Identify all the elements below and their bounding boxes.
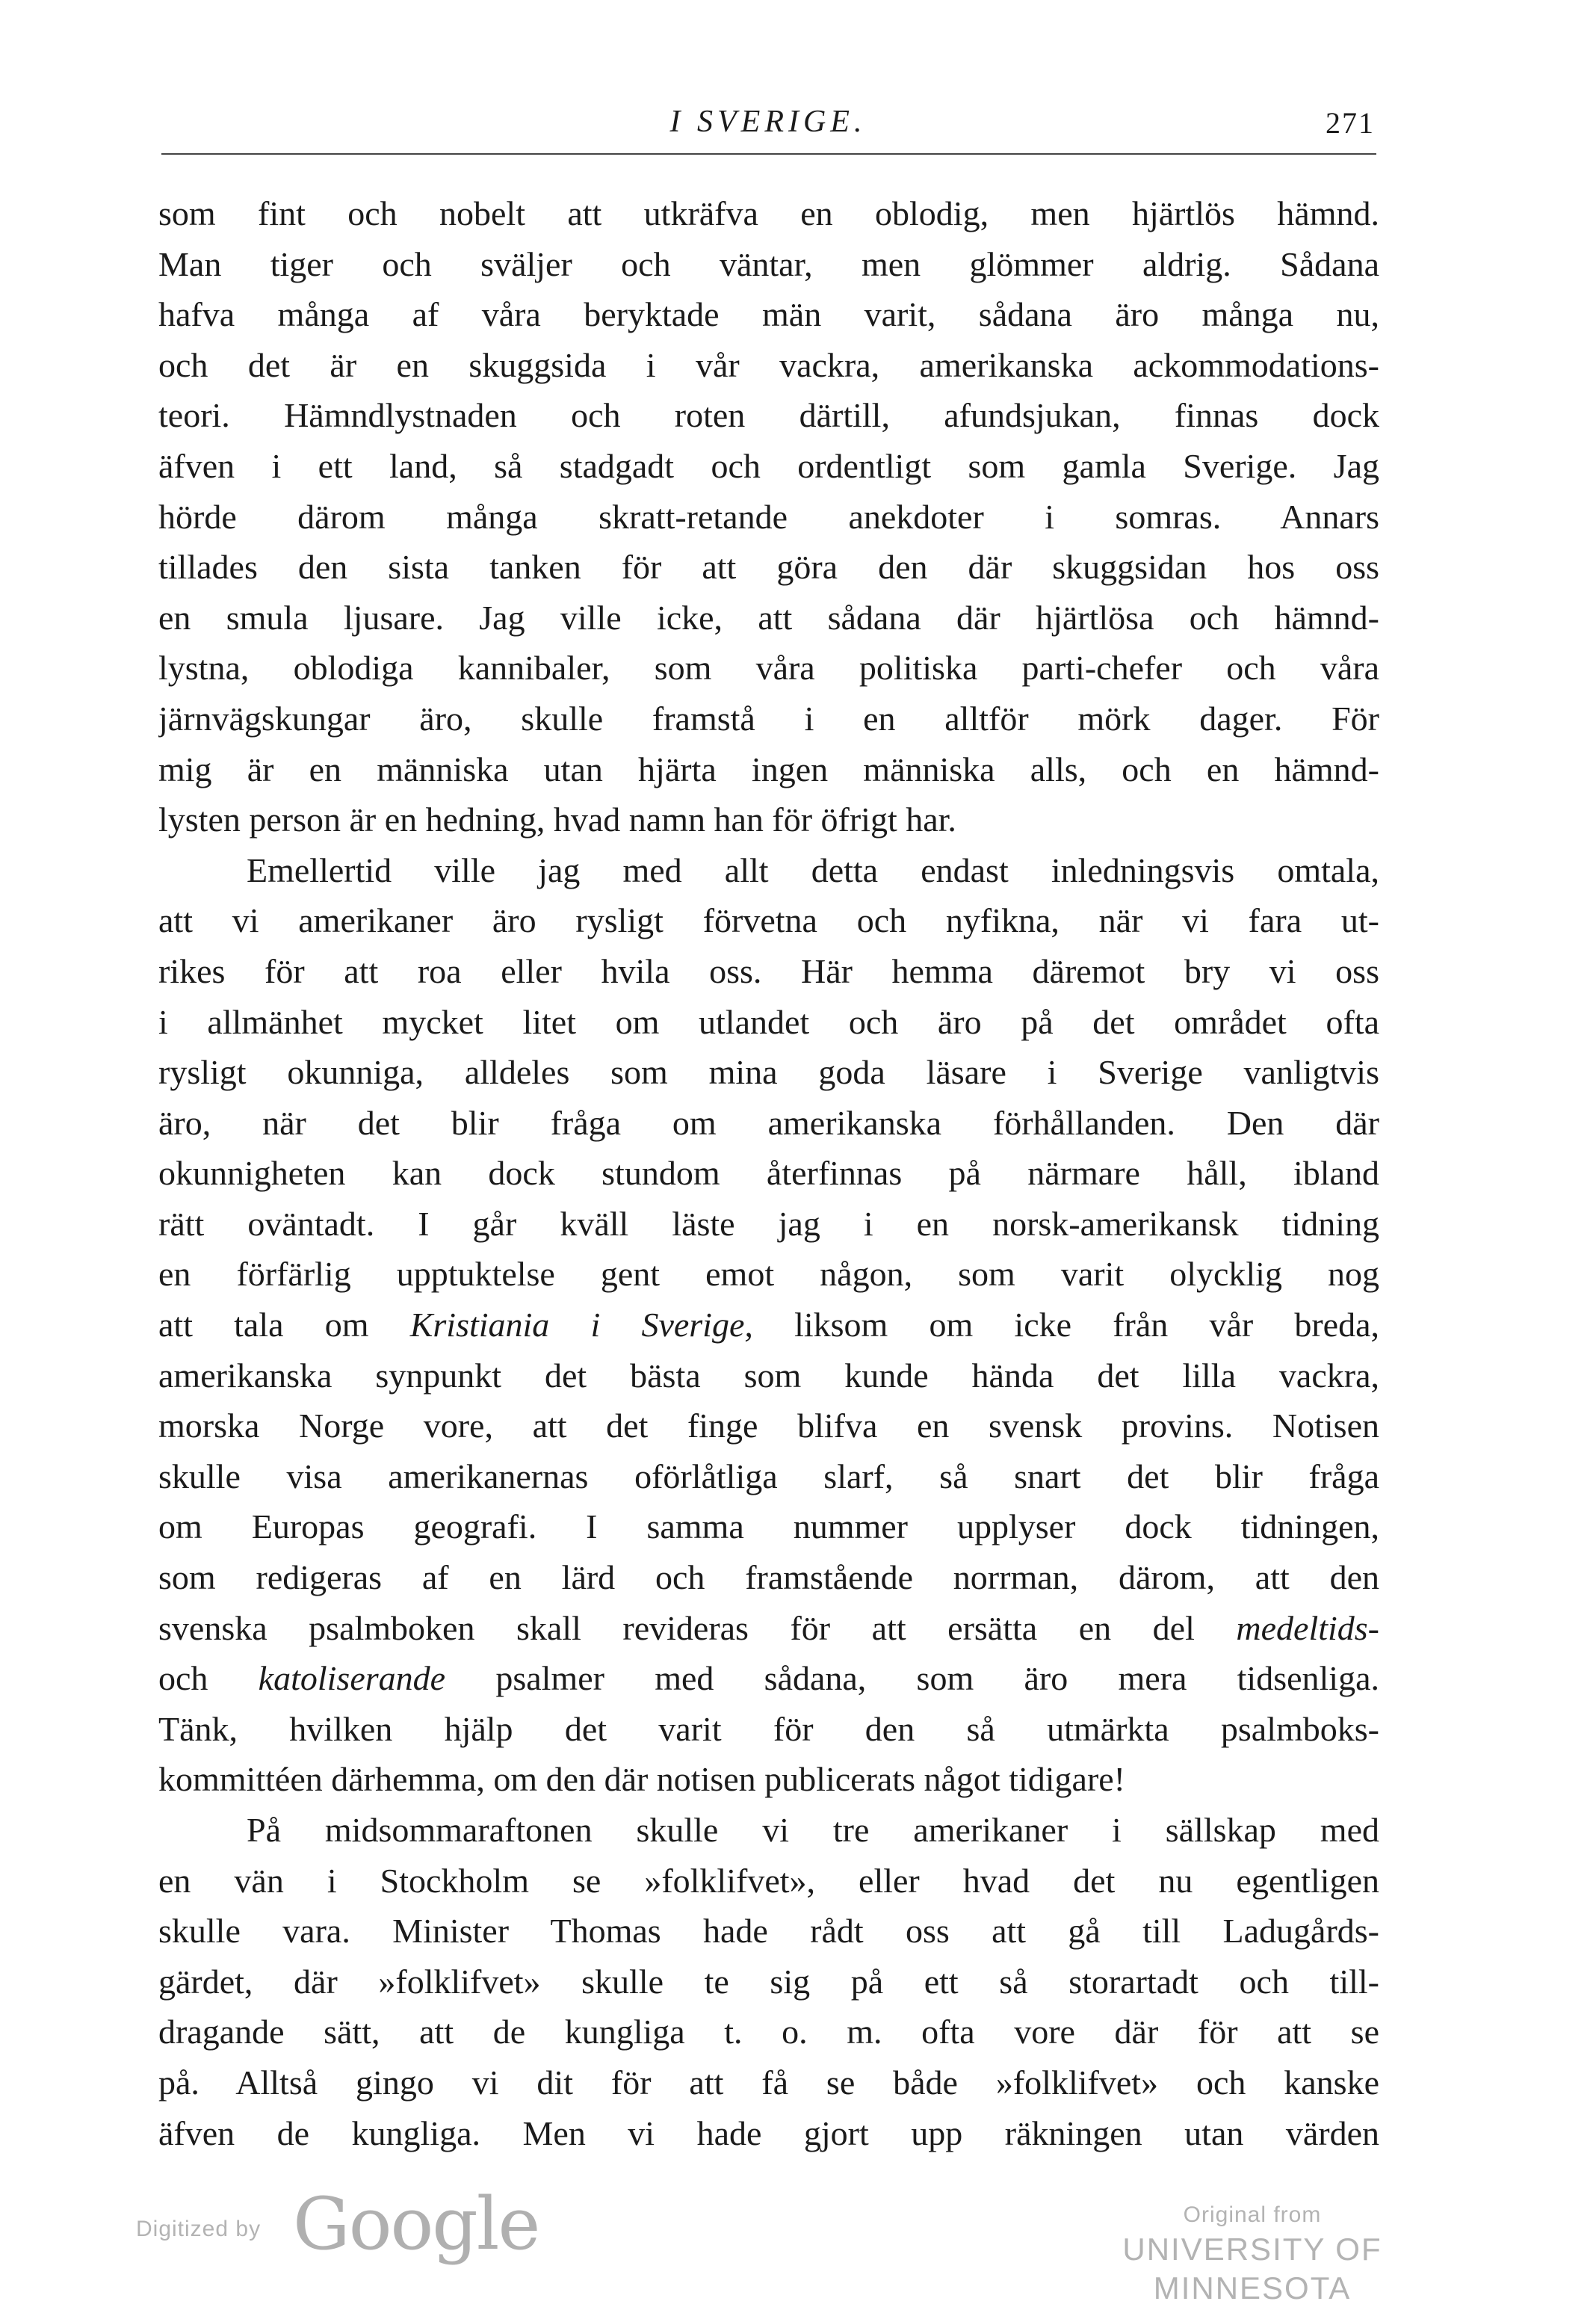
source-watermark <box>1021 2200 1484 2308</box>
text-line: i allmänhet mycket litet om utlandet och äro på det området ofta <box>158 1002 1379 1041</box>
text-line: att vi amerikaner äro rysligt förvetna och nyfikna, när vi fara ut- <box>158 901 1379 940</box>
body-text <box>158 188 1379 2158</box>
text-line: äro, när det blir fråga om amerikanska förhållanden. Den där <box>158 1103 1379 1142</box>
text-segment: psalmer med sådana, som äro mera tidsenliga. <box>495 1659 1379 1698</box>
text-line: hörde därom många skratt-retande anekdoter i somras. Annars <box>158 497 1379 536</box>
google-logo: Google <box>293 2182 539 2266</box>
text-line: dragande sätt, att de kungliga t. o. m. ofta vore där för att se <box>158 2013 1379 2051</box>
text-line: lystna, oblodiga kannibaler, som våra politiska parti-chefer och våra <box>158 649 1379 688</box>
text-line: amerikanska synpunkt det bästa som kunde hända det lilla vackra, <box>158 1356 1379 1395</box>
text-line: skulle visa amerikanernas oförlåtliga slarf, så snart det blir fråga <box>158 1457 1379 1495</box>
text-line: och det är en skuggsida i vår vackra, amerikanska ackommodations- <box>158 345 1379 384</box>
text-line: teori. Hämndlystnaden och roten därtill, afundsjukan, finnas dock <box>158 396 1379 435</box>
header-rule <box>161 153 1376 155</box>
text-line: gärdet, där »folklifvet» skulle te sig på ett så storartadt och till- <box>158 1962 1379 2001</box>
text-line: rätt oväntadt. I går kväll läste jag i en norsk-amerikansk tidning <box>158 1204 1379 1243</box>
text-line <box>158 1300 1379 1350</box>
italic-term: medeltids- <box>1236 1608 1379 1647</box>
text-line <box>158 1653 1379 1704</box>
text-line <box>158 1603 1379 1654</box>
text-segment: liksom om icke från vår breda, <box>794 1306 1379 1344</box>
text-line: På midsommaraftonen skulle vi tre amerikaner i sällskap med <box>247 1811 1379 1849</box>
text-line: äfven i ett land, så stadgadt och ordentligt som gamla Sverige. Jag <box>158 446 1379 485</box>
text-line: skulle vara. Minister Thomas hade rådt oss att gå till Ladugårds- <box>158 1912 1379 1951</box>
text-line: Emellertid ville jag med allt detta endast inledningsvis omtala, <box>247 850 1379 889</box>
running-title: I SVERIGE. <box>669 105 867 139</box>
page-header <box>161 103 1375 152</box>
digitized-by-label: Digitized by <box>136 2217 262 2241</box>
text-line: järnvägskungar äro, skulle framstå i en alltför mörk dager. För <box>158 699 1379 738</box>
text-line: som fint och nobelt att utkräfva en oblodig, men hjärtlös hämnd. <box>158 194 1379 232</box>
text-line: Man tiger och sväljer och väntar, men glömmer aldrig. Sådana <box>158 244 1379 283</box>
text-line: om Europas geografi. I samma nummer upplyser dock tidningen, <box>158 1507 1379 1546</box>
text-segment: och <box>158 1659 208 1698</box>
text-line: okunnigheten kan dock stundom återfinnas på närmare håll, ibland <box>158 1154 1379 1193</box>
text-line: hafva många af våra beryktade män varit, sådana äro många nu, <box>158 295 1379 334</box>
text-line: mig är en människa utan hjärta ingen människa alls, och en hämnd- <box>158 750 1379 788</box>
text-line: som redigeras af en lärd och framstående norrman, därom, att den <box>158 1558 1379 1597</box>
text-line: lysten person är en hedning, hvad namn han för öfrigt har. <box>158 800 956 839</box>
text-line: Tänk, hvilken hjälp det varit för den så utmärkta psalmboks- <box>158 1709 1379 1748</box>
text-line: rikes för att roa eller hvila oss. Här hemma däremot bry vi oss <box>158 951 1379 990</box>
text-line: en vän i Stockholm se »folklifvet», eller hvad det nu egentligen <box>158 1861 1379 1900</box>
text-line: kommittéen därhemma, om den där notisen publicerats något tidigare! <box>158 1760 1125 1799</box>
text-segment: att tala om <box>158 1306 369 1344</box>
text-line: morska Norge vore, att det finge blifva en svensk provins. Notisen <box>158 1406 1379 1445</box>
text-line: en förfärlig upptuktelse gent emot någon, som varit olycklig nog <box>158 1255 1379 1294</box>
italic-term: katoliserande <box>258 1659 446 1698</box>
text-line: rysligt okunniga, alldeles som mina goda läsare i Sverige vanligtvis <box>158 1053 1379 1092</box>
original-from-label: Original from <box>1183 2202 1322 2227</box>
text-segment: svenska psalmboken skall revideras för att ersätta en del <box>158 1608 1195 1647</box>
page-number: 271 <box>1326 106 1375 140</box>
digitized-by-watermark <box>136 2181 539 2270</box>
text-line: äfven de kungliga. Men vi hade gjort upp räkningen utan värden <box>158 2113 1379 2152</box>
italic-place-name: Kristiania i Sverige, <box>409 1306 753 1344</box>
text-line: på. Alltså gingo vi dit för att få se både »folklifvet» och kanske <box>158 2063 1379 2102</box>
text-line: en smula ljusare. Jag ville icke, att sådana där hjärtlösa och hämnd- <box>158 598 1379 637</box>
text-line: tillades den sista tanken för att göra den där skuggsidan hos oss <box>158 548 1379 587</box>
institution-label: UNIVERSITY OF MINNESOTA <box>1122 2232 1382 2306</box>
